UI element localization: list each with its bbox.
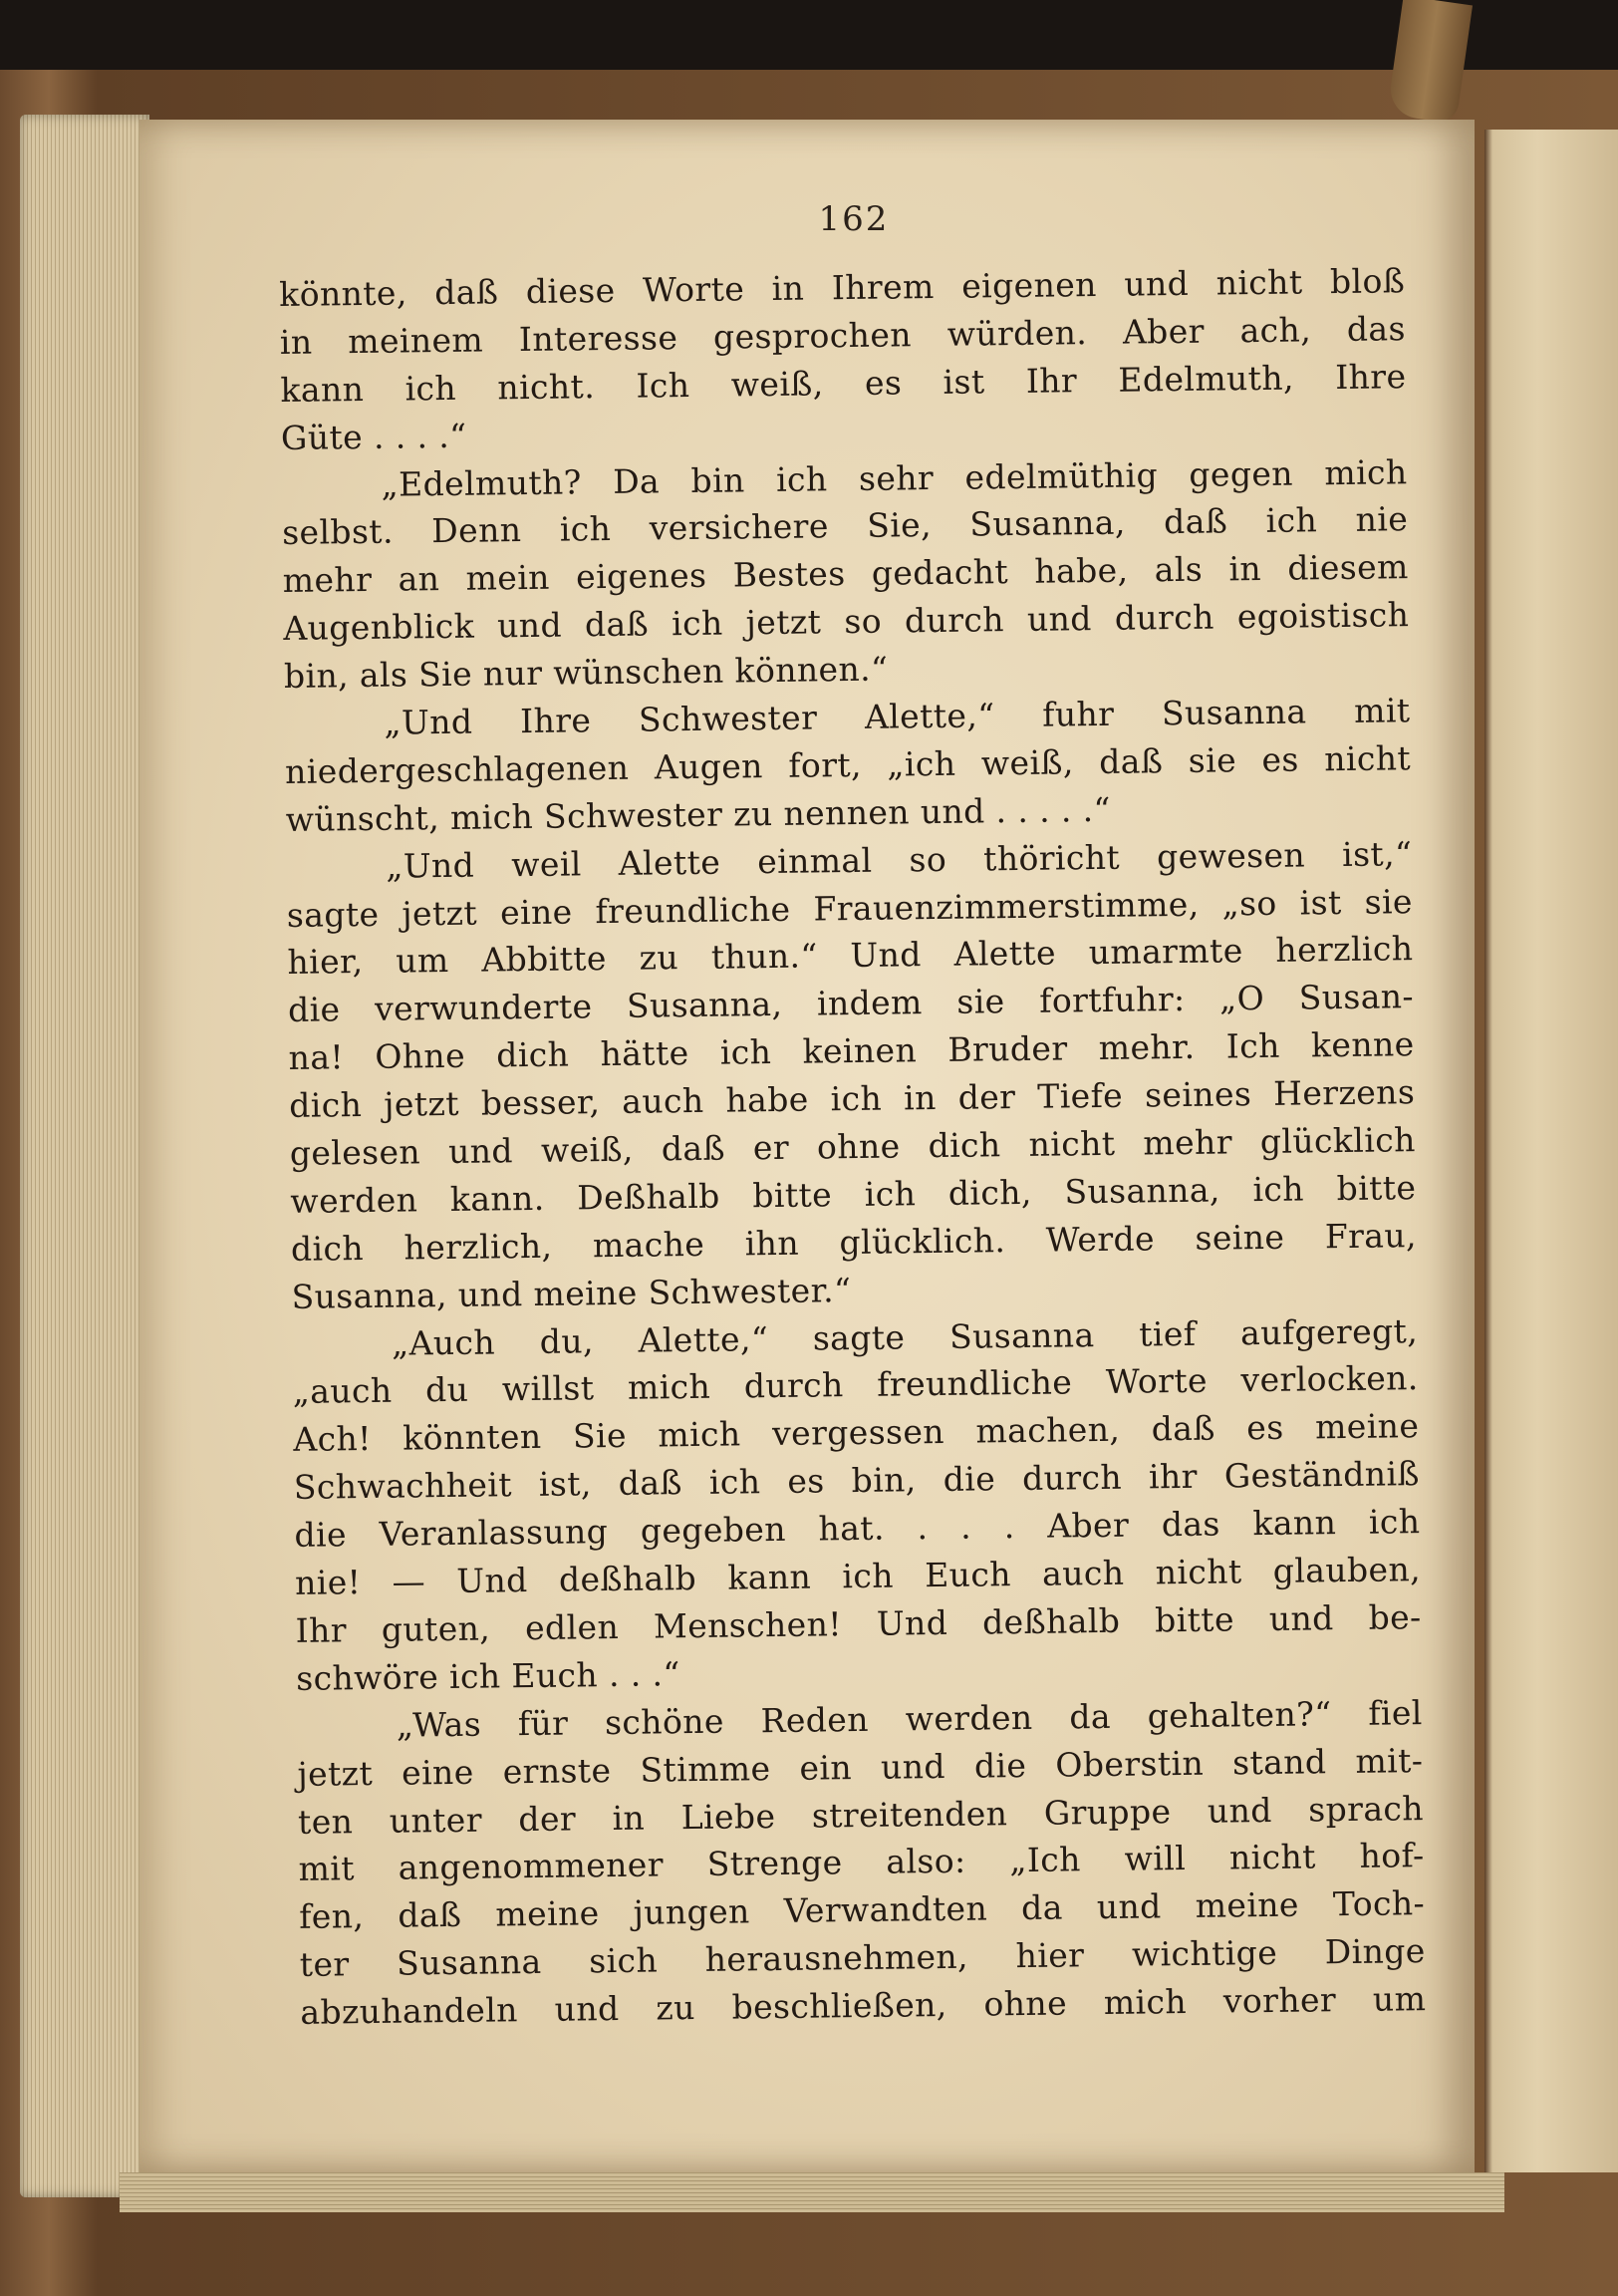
page-edges-bottom	[120, 2172, 1504, 2212]
text-line: Susanna, und meine Schwester.“	[291, 1270, 852, 1316]
text-line: hier, um Abbitte zu thun.“ Und Alette umarmte herzlich	[287, 929, 1414, 983]
next-page-sliver	[1484, 130, 1618, 2172]
page-number: 162	[818, 199, 890, 239]
page-text-block	[279, 257, 1427, 2037]
text-line: „Und Ihre Schwester Alette,“ fuhr Susanna mit	[384, 691, 1411, 742]
text-line: selbst. Denn ich versichere Sie, Susanna, daß ich nie	[281, 499, 1409, 553]
text-line: wünscht, mich Schwester zu nennen und . . . . .“	[285, 789, 1112, 839]
text-line: „Auch du, Alette,“ sagte Susanna tief aufgeregt,	[391, 1310, 1419, 1363]
text-line: in meinem Interesse gesprochen würden. Aber ach, das	[279, 309, 1407, 362]
text-line: gelesen und weiß, daß er ohne dich nicht mehr glücklich	[289, 1120, 1416, 1173]
text-line: na! Ohne dich hätte ich keinen Bruder mehr. Ich kenne	[288, 1024, 1415, 1078]
text-line: ten unter der in Liebe streitenden Gruppe und sprach	[297, 1788, 1425, 1842]
text-line: niedergeschlagenen Augen fort, „ich weiß, daß sie es nicht	[284, 738, 1412, 791]
text-line: mit angenommener Strenge also: „Ich will nicht hof-	[298, 1836, 1425, 1889]
text-line: schwöre ich Euch . . .“	[296, 1654, 680, 1698]
text-line: Ihr guten, edlen Menschen! Und deßhalb bitte und be-	[295, 1597, 1422, 1650]
text-line: die verwunderte Susanna, indem sie fortfuhr: „O Susan-	[287, 977, 1415, 1030]
text-line: sagte jetzt eine freundliche Frauenzimmerstimme, „so ist sie	[286, 881, 1414, 935]
text-line: Augenblick und daß ich jetzt so durch und durch egoistisch	[283, 595, 1410, 649]
text-line: nie! — Und deßhalb kann ich Euch auch nicht glauben,	[294, 1550, 1422, 1602]
page-edges-left	[20, 115, 149, 2197]
text-line: „Was für schöne Reden werden da gehalten?“ fiel	[396, 1692, 1423, 1745]
text-line: abzuhandeln und zu beschließen, ohne mich vorher um	[300, 1979, 1427, 2032]
text-line: dich jetzt besser, auch habe ich in der Tiefe seines Herzens	[288, 1072, 1416, 1126]
text-line: Ach! könnten Sie mich vergessen machen, daß es meine	[293, 1406, 1420, 1460]
text-line: ter Susanna sich herausnehmen, hier wichtige Dinge	[299, 1931, 1426, 1985]
text-line: fen, daß meine jungen Verwandten da und meine Toch-	[298, 1883, 1426, 1937]
text-line: jetzt eine ernste Stimme ein und die Oberstin stand mit-	[297, 1740, 1424, 1794]
text-line: „Edelmuth? Da bin ich sehr edelmüthig gegen mich	[381, 451, 1408, 504]
text-line: werden kann. Deßhalb bitte ich dich, Susanna, ich bitte	[290, 1168, 1417, 1221]
text-line: bin, als Sie nur wünschen können.“	[283, 649, 889, 697]
text-line: die Veranlassung gegeben hat. . . . Aber das kann ich	[294, 1502, 1421, 1556]
text-line: „auch du willst mich durch freundliche Worte verlocken.	[292, 1358, 1419, 1412]
text-line: Güte . . . .“	[280, 416, 467, 457]
text-line: mehr an mein eigenes Bestes gedacht habe, als in diesem	[282, 547, 1409, 601]
text-line: Schwachheit ist, daß ich es bin, die durch ihr Geständniß	[293, 1454, 1421, 1508]
text-line: kann ich nicht. Ich weiß, es ist Ihr Edelmuth, Ihre	[280, 356, 1407, 410]
text-line: „Und weil Alette einmal so thöricht gewesen ist,“	[386, 833, 1413, 886]
text-line: könnte, daß diese Worte in Ihrem eigenen und nicht bloß	[279, 261, 1406, 314]
text-line: dich herzlich, mache ihn glücklich. Werde seine Frau,	[290, 1215, 1418, 1269]
